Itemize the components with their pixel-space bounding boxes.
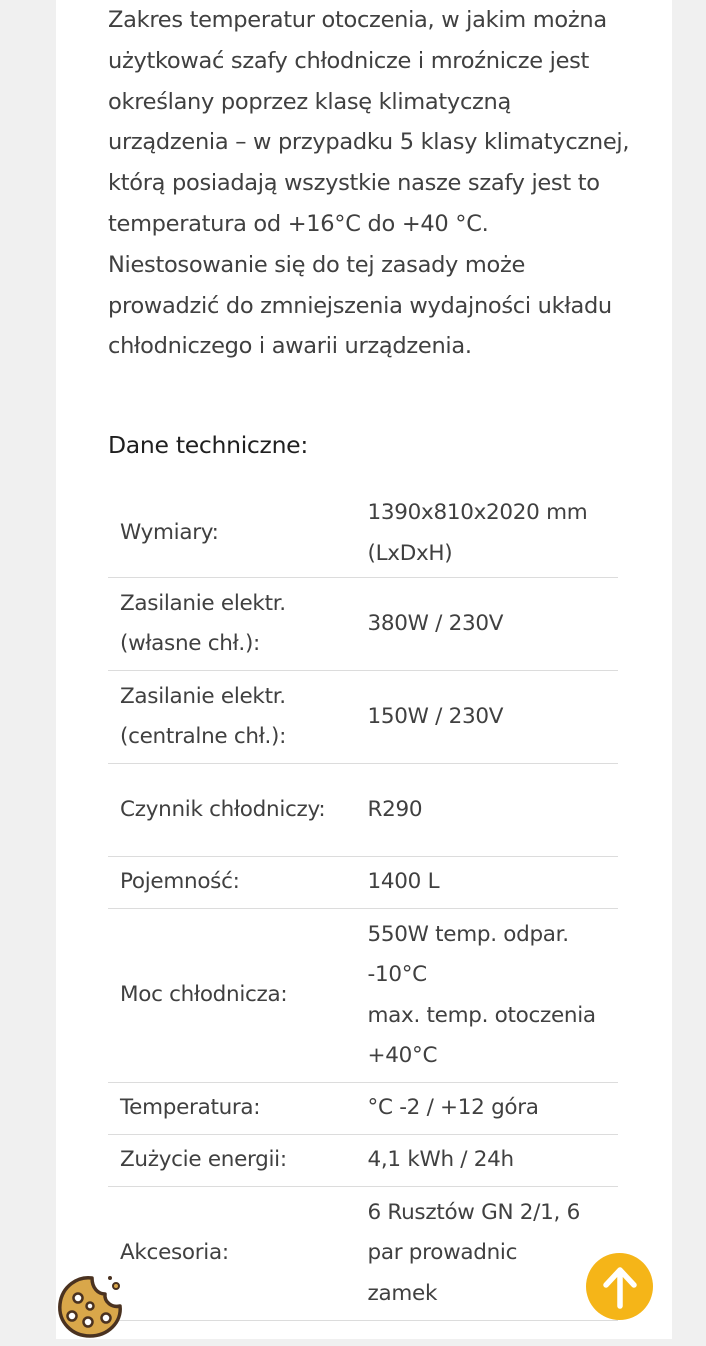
spec-label: Wymiary:: [108, 490, 368, 578]
spec-value: R290: [368, 764, 618, 857]
scroll-to-top-button[interactable]: [586, 1253, 653, 1320]
table-row: [108, 764, 618, 857]
spec-label: Akcesoria:: [108, 1187, 368, 1321]
table-row: [108, 1083, 618, 1135]
table-row: [108, 490, 618, 578]
cookie-settings-button[interactable]: [52, 1272, 128, 1342]
spec-value: 150W / 230V: [368, 671, 618, 764]
specs-table: [108, 490, 618, 1321]
spec-label: Czynnik chłodniczy:: [108, 764, 368, 857]
table-row: [108, 1135, 618, 1187]
spec-value: 550W temp. odpar. -10°C max. temp. otoczenia +40°C: [368, 909, 618, 1083]
spec-label: Temperatura:: [108, 1083, 368, 1135]
specs-heading: Dane techniczne:: [108, 431, 308, 459]
table-row: [108, 578, 618, 671]
spec-value: 380W / 230V: [368, 578, 618, 671]
cookie-icon: [52, 1272, 128, 1342]
spec-label: Moc chłodnicza:: [108, 909, 368, 1083]
product-description: Zakres temperatur otoczenia, w jakim można użytkować szafy chłodnicze i mroźnicze jest określany poprzez klasę klimatyczną urządzenia – w przypadku 5 klasy klimatycznej, którą posiadają wszystkie nasze szafy jest to temperatura od +16°C do +40 °C. Niestosowanie się do tej zasady może prowadzić do zmniejszenia wydajności układu chłodniczego i awarii urządzenia.: [108, 7, 630, 360]
spec-label: Zasilanie elektr. (centralne chł.):: [108, 671, 368, 764]
spec-value: 4,1 kWh / 24h: [368, 1135, 618, 1187]
table-row: [108, 1187, 618, 1321]
spec-label: Zasilanie elektr. (własne chł.):: [108, 578, 368, 671]
spec-value: 1400 L: [368, 857, 618, 909]
table-row: [108, 671, 618, 764]
spec-value: 6 Rusztów GN 2/1, 6 par prowadnic zamek: [368, 1187, 618, 1321]
table-row: [108, 857, 618, 909]
spec-label: Pojemność:: [108, 857, 368, 909]
spec-value: °C -2 / +12 góra: [368, 1083, 618, 1135]
table-row: [108, 909, 618, 1083]
spec-label: Zużycie energii:: [108, 1135, 368, 1187]
spec-value: 1390x810x2020 mm (LxDxH): [368, 490, 618, 578]
arrow-up-icon: [600, 1265, 640, 1309]
